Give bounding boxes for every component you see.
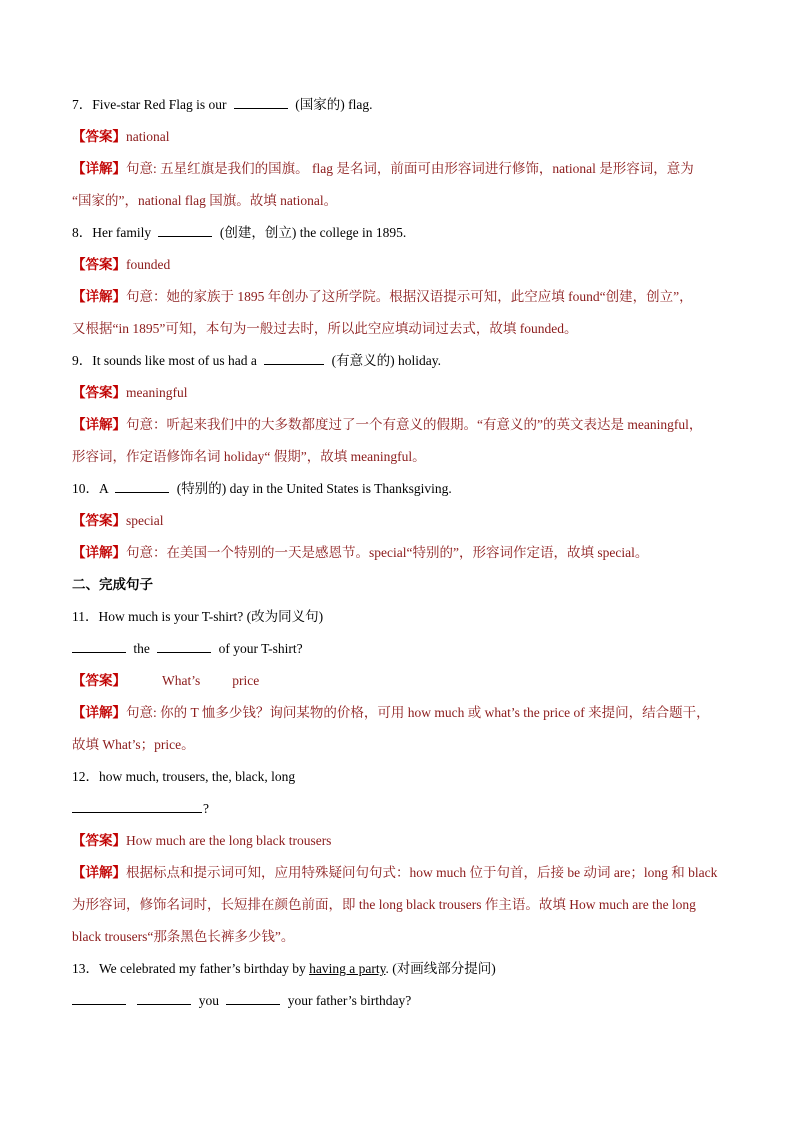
answer-text: national bbox=[126, 129, 170, 144]
answer-tag: 【答案】 bbox=[72, 129, 126, 144]
question-number: 7． bbox=[72, 97, 93, 112]
detail-9 bbox=[72, 414, 724, 436]
detail-text: 句意：她的家族于 1895 年创办了这所学院。根据汉语提示可知，此空应填 found“创建，创立”， bbox=[126, 289, 693, 304]
answer-10 bbox=[72, 510, 724, 532]
answer-blank bbox=[72, 992, 126, 1005]
question-11 bbox=[72, 606, 724, 628]
question-text: How much is your T-shirt? (改为同义句) bbox=[98, 609, 324, 624]
question-text: We celebrated my father’s birthday by bbox=[99, 961, 310, 976]
answer-text: What’s bbox=[162, 673, 201, 688]
answer-text: founded bbox=[126, 257, 171, 272]
detail-text: 句意: 五星红旗是我们的国旗。 flag 是名词，前面可由形容词进行修饰，national 是形容词，意为 bbox=[126, 161, 694, 176]
answer-tag: 【答案】 bbox=[72, 833, 126, 848]
detail-tag: 【详解】 bbox=[72, 705, 126, 720]
detail-text: 句意：在美国一个特别的一天是感恩节。special“特别的”，形容词作定语，故填 special。 bbox=[126, 545, 649, 560]
detail-12 bbox=[72, 862, 724, 884]
question-13 bbox=[72, 958, 724, 980]
question-8 bbox=[72, 222, 724, 244]
detail-7-cont: “国家的”，national flag 国旗。故填 national。 bbox=[72, 193, 338, 208]
answer-11 bbox=[72, 670, 724, 692]
answer-12 bbox=[72, 830, 724, 852]
underlined-phrase: having a party bbox=[309, 961, 386, 976]
answer-blank bbox=[115, 480, 169, 493]
question-number: 10． bbox=[72, 481, 99, 496]
detail-8 bbox=[72, 286, 724, 308]
answer-tag: 【答案】 bbox=[72, 673, 126, 688]
question-13-blanks bbox=[72, 990, 724, 1012]
section-title: 二、完成句子 bbox=[72, 577, 153, 593]
question-number: 9． bbox=[72, 353, 93, 368]
detail-tag: 【详解】 bbox=[72, 545, 126, 560]
detail-11-cont: 故填 What’s；price。 bbox=[72, 737, 195, 752]
question-word: you bbox=[198, 993, 219, 1008]
detail-text: 句意：听起来我们中的大多数都度过了一个有意义的假期。“有意义的”的英文表达是 meaningful， bbox=[126, 417, 703, 432]
detail-12-cont: 为形容词，修饰名词时，长短排在颜色前面，即 the long black trousers 作主语。故填 How much are the long bbox=[72, 897, 696, 912]
detail-tag: 【详解】 bbox=[72, 865, 126, 880]
question-number: 11． bbox=[72, 609, 99, 624]
question-hint: (特别的) day in the United States is Thanksgiving. bbox=[176, 481, 452, 496]
detail-tag: 【详解】 bbox=[72, 417, 126, 432]
question-text: It sounds like most of us had a bbox=[92, 353, 261, 368]
answer-8 bbox=[72, 254, 724, 276]
question-text: your father’s birthday? bbox=[287, 993, 412, 1008]
detail-12-cont: black trousers“那条黑色长裤多少钱”。 bbox=[72, 929, 295, 944]
question-word: the bbox=[133, 641, 150, 656]
question-9 bbox=[72, 350, 724, 372]
question-hint: (国家的) flag. bbox=[295, 97, 373, 112]
question-10 bbox=[72, 478, 724, 500]
answer-blank bbox=[157, 640, 211, 653]
answer-blank bbox=[72, 640, 126, 653]
answer-tag: 【答案】 bbox=[72, 257, 126, 272]
question-7 bbox=[72, 94, 724, 116]
question-hint: (创建，创立) the college in 1895. bbox=[219, 225, 407, 240]
question-number: 13． bbox=[72, 961, 99, 976]
question-text: of your T-shirt? bbox=[218, 641, 303, 656]
question-text: how much, trousers, the, black, long bbox=[99, 769, 296, 784]
answer-tag: 【答案】 bbox=[72, 513, 126, 528]
question-text: Her family bbox=[92, 225, 155, 240]
detail-8-cont: 又根据“in 1895”可知，本句为一般过去时，所以此空应填动词过去式，故填 founded。 bbox=[72, 321, 578, 336]
question-text: ? bbox=[203, 801, 209, 816]
question-12-blank bbox=[72, 798, 724, 820]
detail-9-cont: 形容词，作定语修饰名词 holiday“ 假期”，故填 meaningful。 bbox=[72, 449, 426, 464]
answer-text: price bbox=[232, 673, 260, 688]
question-12 bbox=[72, 766, 724, 788]
answer-blank bbox=[158, 224, 212, 237]
answer-blank bbox=[264, 352, 324, 365]
detail-11 bbox=[72, 702, 724, 724]
question-text: A bbox=[99, 481, 112, 496]
answer-text: special bbox=[126, 513, 164, 528]
answer-7 bbox=[72, 126, 724, 148]
detail-tag: 【详解】 bbox=[72, 161, 126, 176]
answer-tag: 【答案】 bbox=[72, 385, 126, 400]
question-number: 12． bbox=[72, 769, 99, 784]
question-11-blanks bbox=[72, 638, 724, 660]
detail-tag: 【详解】 bbox=[72, 289, 126, 304]
answer-text: How much are the long black trousers bbox=[126, 833, 332, 848]
answer-blank bbox=[226, 992, 280, 1005]
answer-text: meaningful bbox=[126, 385, 188, 400]
question-text: . (对画线部分提问) bbox=[385, 961, 496, 976]
detail-7 bbox=[72, 158, 724, 180]
answer-blank bbox=[72, 800, 202, 813]
answer-blank bbox=[234, 96, 288, 109]
question-hint: (有意义的) holiday. bbox=[331, 353, 441, 368]
detail-text: 根据标点和提示词可知，应用特殊疑问句句式：how much 位于句首，后接 be 动词 are；long 和 black bbox=[126, 865, 718, 880]
answer-9 bbox=[72, 382, 724, 404]
question-text: Five-star Red Flag is our bbox=[92, 97, 230, 112]
answer-blank bbox=[137, 992, 191, 1005]
detail-10 bbox=[72, 542, 724, 564]
question-number: 8． bbox=[72, 225, 93, 240]
detail-text: 句意: 你的 T 恤多少钱？询问某物的价格，可用 how much 或 what’s the price of 来提问，结合题干， bbox=[126, 705, 710, 720]
